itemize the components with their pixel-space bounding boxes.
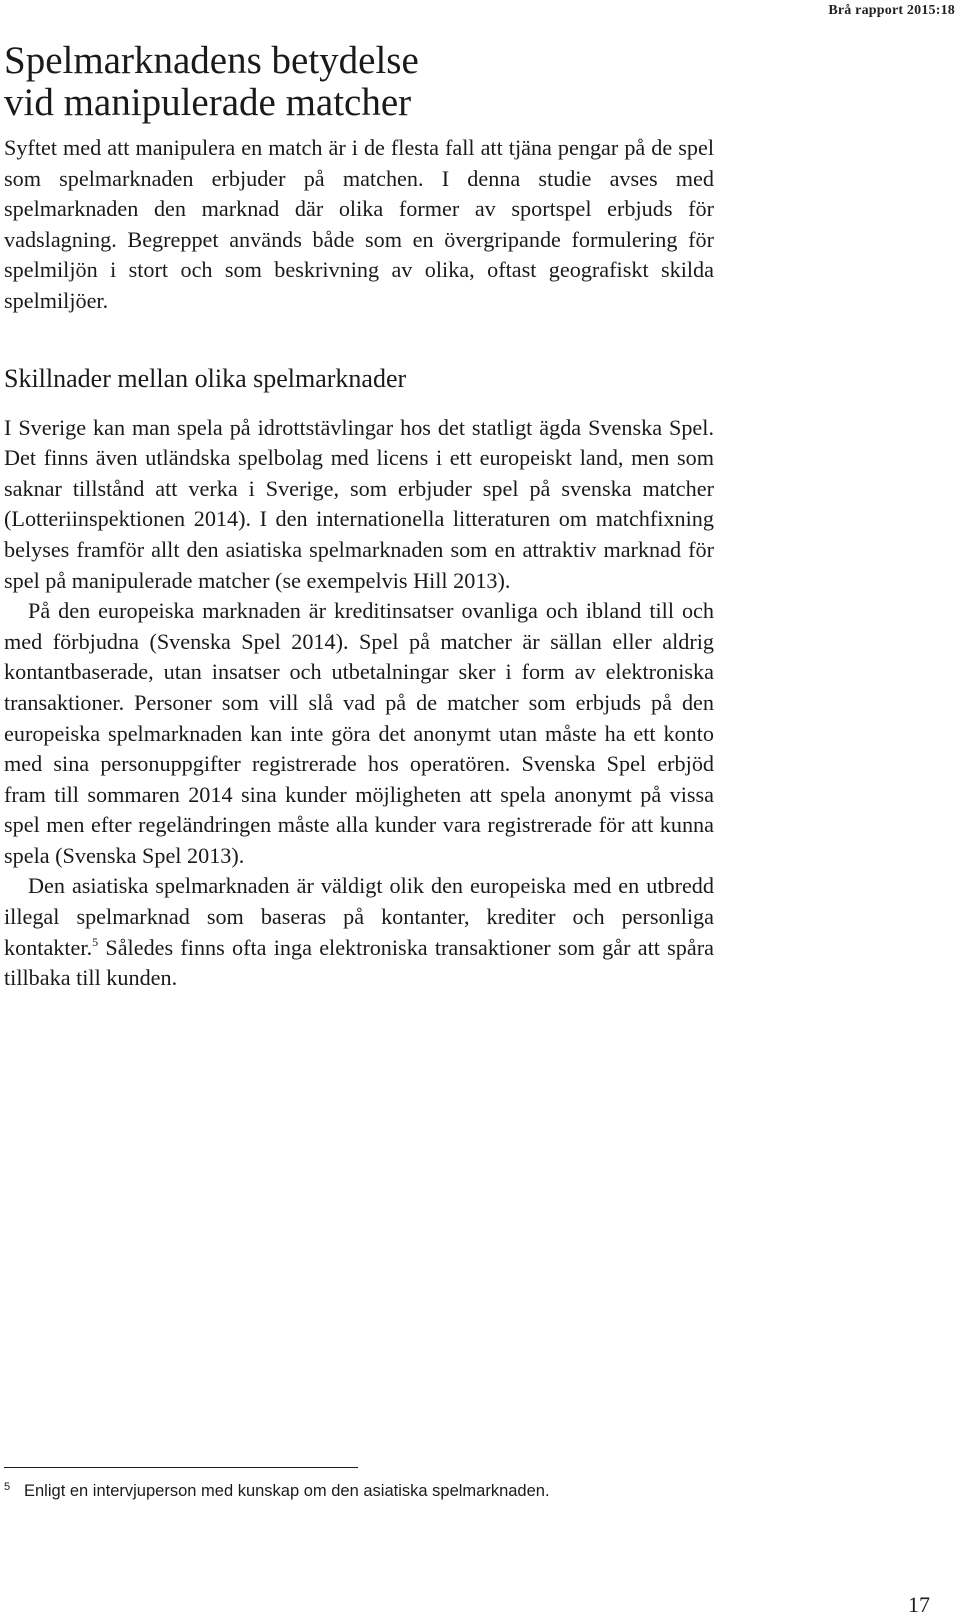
body-paragraph-3-text-b: Således finns ofta inga elektroniska transaktioner som går att spåra tillbaka till kunden. [4, 934, 714, 991]
footnote-number: 5 [4, 1481, 11, 1493]
body-paragraph-3-text-a: Den asiatiska spelmarknaden är väldigt olik den europeiska med en utbredd illegal spelmarknad som baseras på kontanter, krediter och personliga kontakter. [4, 873, 714, 960]
title-line-1: Spelmarknadens betydelse [4, 39, 419, 82]
intro-paragraph: Syftet med att manipulera en match är i de flesta fall att tjäna pengar på de spel som spelmarknaden erbjuder på matchen. I denna studie avses med spelmarknaden den marknad där olika former av sportspel erbjuds för vadslagning. Begreppet används både som en övergripande formulering för spelmiljön i stort och som beskrivning av olika, oftast geografiskt skilda spelmiljöer. [4, 135, 714, 313]
body-paragraph-2: På den europeiska marknaden är kreditinsatser ovanliga och ibland till och med förbjudna (Svenska Spel 2014). Spel på matcher är sällan eller aldrig kontantbaserade, utan insatser och utbetalningar sker i form av elektroniska transaktioner. Personer som vill slå vad på de matcher som erbjuds på den europeiska spelmarknaden kan inte göra det anonymt utan måste ha ett konto med sina personuppgifter registrerade hos operatören. Svenska Spel erbjöd fram till sommaren 2014 sina kunder möjligheten att spela anonymt på vissa spel men efter regeländringen måste alla kunder vara registrerade för att kunna spela (Svenska Spel 2013). [4, 598, 714, 868]
body-paragraph-3 [4, 871, 714, 993]
page-title [4, 40, 714, 124]
body-paragraph-1: I Sverige kan man spela på idrottstävlingar hos det statligt ägda Svenska Spel. Det finns även utländska spelbolag med licens i ett europeiskt land, men som saknar tillstånd att verka i Sverige, som erbjuder spel på svenska matcher (Lotteriinspektionen 2014). I den internationella litteraturen om matchfixning belyses framför allt den asiatiska spelmarknaden som en attraktiv marknad för spel på manipulerade matcher (se exempelvis Hill 2013). [4, 414, 714, 593]
footnote-text: Enligt en intervjuperson med kunskap om den asiatiska spelmarknaden. [24, 1482, 550, 1500]
footnote [4, 1477, 550, 1501]
footnote-reference[interactable]: 5 [92, 934, 99, 949]
main-content [4, 40, 714, 994]
title-line-2: vid manipulerade matcher [4, 81, 412, 124]
report-id: Brå rapport 2015:18 [828, 3, 955, 18]
page-number: 17 [908, 1592, 930, 1617]
footnote-divider [4, 1467, 358, 1468]
section-heading: Skillnader mellan olika spelmarknader [4, 363, 407, 393]
